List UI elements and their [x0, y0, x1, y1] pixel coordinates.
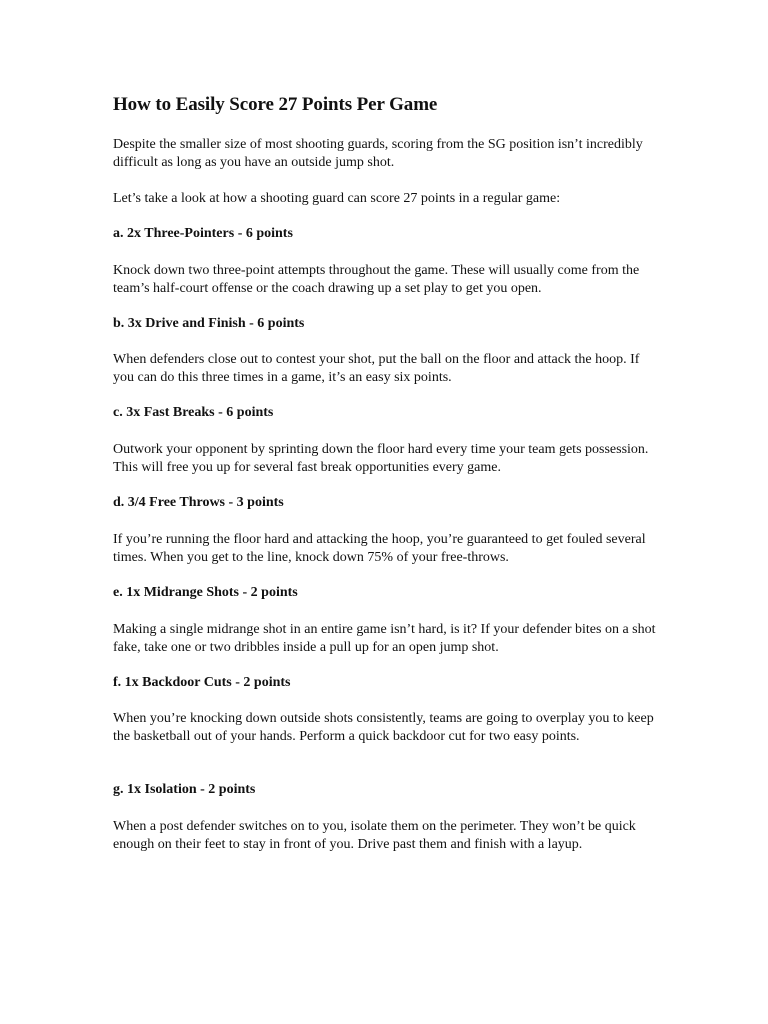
section-heading: c. 3x Fast Breaks - 6 points [113, 405, 274, 420]
section-body: When defenders close out to contest your shot, put the ball on the floor and attack the hoop. If you can do this three times in a game, it’s an easy six points. [113, 352, 640, 385]
section-body: Knock down two three-point attempts throughout the game. These will usually come from the team’s half-court offense or the coach drawing up a set play to get you open. [113, 263, 640, 296]
intro-paragraph: Despite the smaller size of most shooting guards, scoring from the SG position isn’t incredibly difficult as long as you have an outside jump shot. [113, 137, 643, 170]
section-heading: f. 1x Backdoor Cuts - 2 points [113, 675, 291, 690]
article-title: How to Easily Score 27 Points Per Game [113, 94, 438, 115]
section-heading: e. 1x Midrange Shots - 2 points [113, 585, 298, 600]
section-heading: d. 3/4 Free Throws - 3 points [113, 495, 284, 510]
section-body: If you’re running the floor hard and attacking the hoop, you’re guaranteed to get fouled several times. When you get to the line, knock down 75% of your free-throws. [113, 532, 646, 565]
section-heading: b. 3x Drive and Finish - 6 points [113, 316, 305, 331]
section-heading: a. 2x Three-Pointers - 6 points [113, 226, 293, 241]
section-body: When a post defender switches on to you, isolate them on the perimeter. They won’t be quick enough on their feet to stay in front of you. Drive past them and finish with a layup. [113, 819, 636, 852]
section-body: When you’re knocking down outside shots consistently, teams are going to overplay you to keep the basketball out of your hands. Perform a quick backdoor cut for two easy points. [113, 711, 654, 744]
intro-paragraph: Let’s take a look at how a shooting guard can score 27 points in a regular game: [113, 191, 561, 206]
section-body: Outwork your opponent by sprinting down the floor hard every time your team gets possession. This will free you up for several fast break opportunities every game. [113, 442, 649, 475]
section-heading: g. 1x Isolation - 2 points [113, 782, 256, 797]
section-body: Making a single midrange shot in an entire game isn’t hard, is it? If your defender bites on a shot fake, take one or two dribbles inside a pull up for an open jump shot. [113, 622, 656, 655]
